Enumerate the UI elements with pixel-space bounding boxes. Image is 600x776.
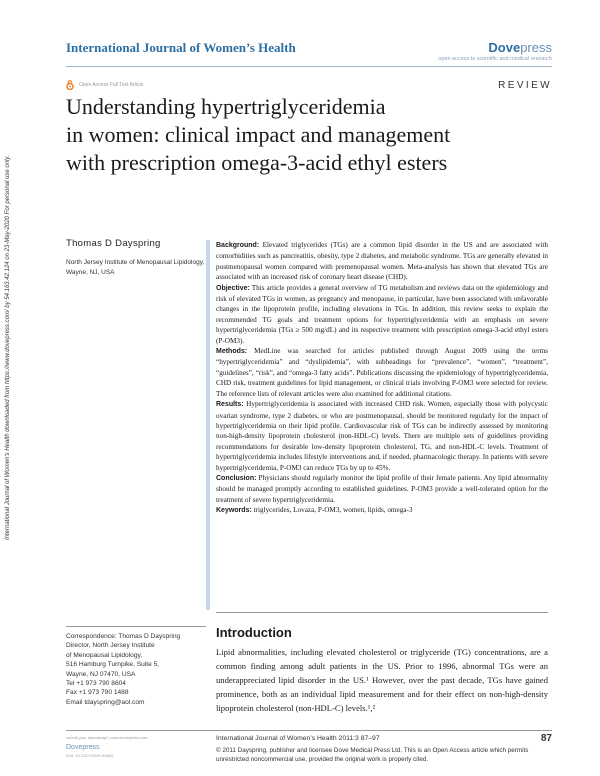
correspondence-email[interactable]: Email tdayspring@aol.com [66,698,145,706]
submit-manuscript-link[interactable]: submit your manuscript | www.dovepress.com [66,735,148,740]
abstract-section-label: Conclusion: [216,474,257,482]
footer-publisher [66,735,186,758]
abstract-conclusion [216,473,548,505]
correspondence-line: Fax +1 973 790 1488 [66,689,129,697]
abstract-section-text: MedLine was searched for articles published through August 2009 using the terms “hypertriglyceridemia” and “dyslipidemia”, with subheadings for “prevalence”, “women”, “treatment”, “guidelines”, “risk”, and “omega-3 fatty acids”. Publications discussing the epidemiology of hypertriglyceridemia, CHD risk, treatment guidelines for lipid management, or clinical trials involving P-OM3 were selected for review. The reference lists of relevant articles were also examined for additional citations. [216,347,548,398]
author-affiliation: North Jersey Institute of Menopausal Lipidology, Wayne, NJ, USA [66,259,205,276]
abstract-section-label: Methods: [216,348,248,356]
abstract-accent-bar [206,240,210,610]
abstract-background [216,240,548,283]
footer-citation: International Journal of Women’s Health 2011:3 87–97 [216,735,380,742]
correspondence [66,632,211,707]
publisher-tagline: open access to scientific and medical research [438,56,552,62]
abstract-section-label: Results: [216,401,244,409]
article-title-line: with prescription omega-3-acid ethyl esters [66,150,448,175]
correspondence-line: 516 Hamburg Turnpike, Suite 5, [66,661,160,669]
correspondence-line: Correspondence: Thomas D Dayspring [66,633,181,640]
abstract-section-text: Physicians should regularly monitor the lipid profile of their female patients. Any lipid abnormality should be managed promptly according to established guidelines. P-OM3 provide a well-tolerated option for the treatment of severe hypertriglyceridemia. [216,473,548,504]
article-title-line: in women: clinical impact and management [66,122,451,147]
abstract-section-text: triglycerides, Lovaza, P-OM3, women, lipids, omega-3 [251,506,413,515]
publisher-logo-press: press [520,40,552,55]
footer-divider [66,730,552,731]
abstract-objective [216,283,548,346]
copyright-notice: © 2011 Dayspring, publisher and licensee Dove Medical Press Ltd. This is an Open Access article which permits unrestricted noncommercial use, provided the original work is properly cited. [216,747,529,763]
introduction-text: Lipid abnormalities, including elevated cholesterol or triglyceride (TG) concentrations, are a common finding among adult patients in the US. Prior to 1996, abnormal TGs were an underappreciated lipid disorder in the US.¹ However, over the past decade, TGs have gained prominence, both as an individual lipid measurement and for their effect on non-high-density lipoprotein cholesterol (non-HDL-C) levels.¹,² [216,647,548,713]
open-access-icon [66,80,74,90]
abstract-section-text: This article provides a general overview of TG metabolism and reviews data on the epidemiology and risk of elevated TGs in women, as pregnancy and menopause, in particular, have been associated with unfavorable changes in the lipoprotein profile, including elevations in TGs. In addition, this review seeks to explain the recommended TG goals and treatment options for hypertriglyceridemia with an emphasis on severe hypertriglyceridemia (TGs ≥ 500 mg/dL) and its respective treatment with prescription omega-3-acid ethyl esters (P-OM3). [216,283,548,345]
article-title-line: Understanding hypertriglyceridemia [66,94,386,119]
correspondence-line: Tel +1 973 790 8604 [66,680,126,688]
correspondence-line: of Menopausal Lipidology, [66,651,143,659]
abstract-section-label: Objective: [216,284,250,292]
footer-logo[interactable]: Dovepress [66,744,100,751]
header-divider [66,66,552,67]
open-access-label: Open Access Full Text Article [79,82,144,88]
abstract-results [216,399,548,473]
doi[interactable]: DOI: 10.2147/IJWH.S4502 [66,753,114,758]
abstract-methods [216,346,548,399]
download-watermark-text: International Journal of Women's Health downloaded from https://www.dovepress.com/ by 54.163.42.124 on 23-May-2020 For personal use only. [5,155,11,540]
page-number: 87 [540,733,552,744]
abstract-section-text: Hypertriglyceridemia is associated with increased CHD risk. Women, especially those with polycystic ovarian syndrome, type 2 diabetes, or who are postmenopausal, should be monitored regularly for the impact of hypertriglyceridemia on their lipid profile. Cardiovascular risk of TGs can be indirectly assessed by monitoring non-high-density lipoprotein cholesterol (non-HDL-C) levels. There are multiple sets of guidelines providing recommendations for desirable low-density lipoprotein cholesterol, TG, and non-HDL-C levels. Treatment of hypertriglyceridemia includes lifestyle interventions and, if needed, pharmacologic therapy. In patients with severe hypertriglyceridemia, P-OM3 can reduce TGs by up to 45%. [216,400,548,472]
download-watermark [4,120,34,540]
correspondence-line: Director, North Jersey Institute [66,642,155,650]
publisher-logo[interactable] [488,40,552,55]
abstract [216,240,548,517]
abstract-section-text: Elevated triglycerides (TGs) are a common lipid disorder in the US and are associated with comorbidities such as pancreatitis, obesity, type 2 diabetes, and metabolic syndrome. TGs are generally elevated in postmenopausal women compared with premenopausal women. Meta-analysis has shown that elevated TGs are associated with an increased risk of coronary heart disease (CHD). [216,241,548,282]
correspondence-divider [66,626,206,627]
journal-title: International Journal of Women’s Health [66,40,296,55]
correspondence-line: Wayne, NJ 07470, USA [66,670,136,678]
abstract-section-label: Keywords: [216,507,252,515]
abstract-keywords [216,505,548,516]
abstract-section-label: Background: [216,242,260,249]
article-type: REVIEW [498,80,552,91]
section-heading-introduction: Introduction [216,625,292,640]
article-title [66,93,546,177]
open-access-row [66,80,143,90]
abstract-divider [216,612,548,613]
publisher-logo-dove: Dove [488,40,521,55]
author-name: Thomas D Dayspring [66,238,161,249]
